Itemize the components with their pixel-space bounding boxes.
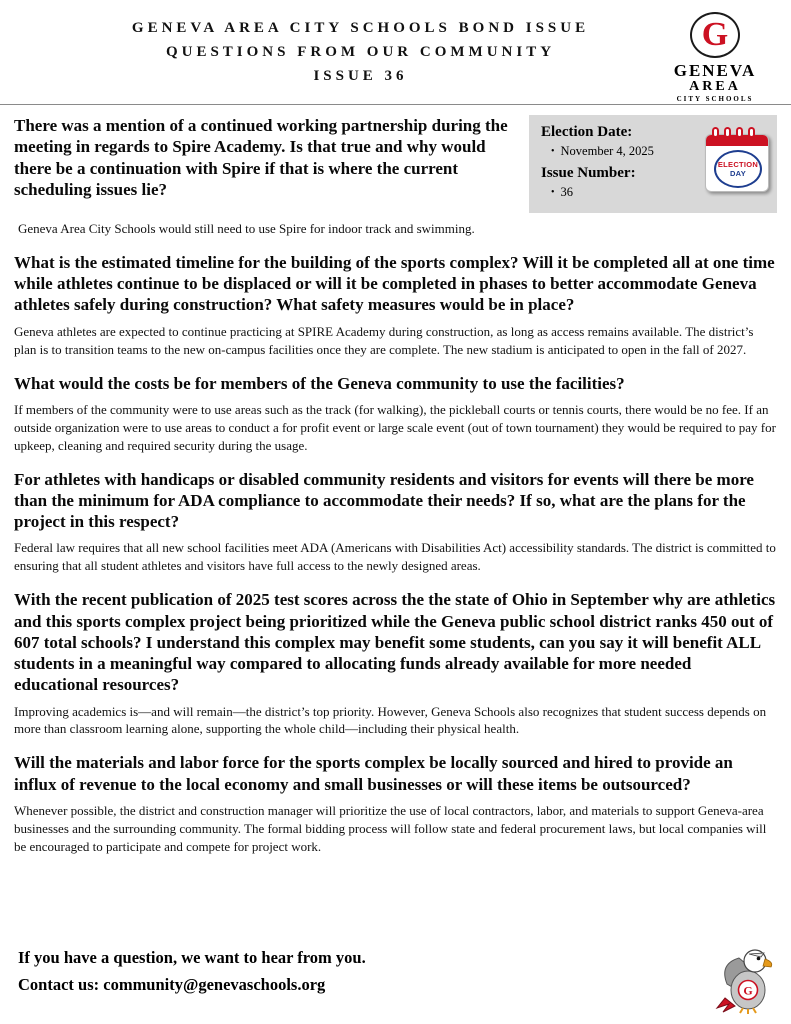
g-logo-icon — [690, 12, 740, 58]
election-date-value: November 4, 2025 — [560, 144, 654, 158]
calendar-text-day: DAY — [729, 169, 747, 178]
footer-line-1: If you have a question, we want to hear from you. — [18, 948, 366, 968]
calendar-body — [705, 134, 769, 192]
title-line-1: GENEVA AREA CITY SCHOOLS BOND ISSUE — [131, 20, 590, 36]
logo-name-geneva: GENEVA — [673, 61, 757, 80]
eagle-mascot-icon — [715, 946, 777, 1014]
bullet-icon: • — [551, 187, 555, 198]
title-line-3: ISSUE 36 — [313, 68, 408, 84]
header-divider — [0, 104, 791, 105]
page-header — [14, 10, 777, 103]
question-2: What is the estimated timeline for the building of the sports complex? Will it be completed all at one time while athletes continue to be displaced or will it be completed in phases to better accommodate Geneva athletes safely during construction? What safety measures would be in place? — [14, 252, 775, 315]
answer-6: Whenever possible, the district and construction manager will prioritize the use of local contractors, labor, and materials to support Geneva-area businesses and the surrounding community. The formal bidding process will follow state and federal procurement laws, but local companies will be encouraged to participate and compete for project work. — [14, 802, 767, 854]
bullet-icon: • — [551, 146, 555, 157]
question-3: What would the costs be for members of the Geneva community to use the facilities? — [14, 373, 625, 393]
election-info-box — [529, 115, 777, 213]
question-5: With the recent publication of 2025 test scores across the the state of Ohio in September why are athletics and this sports complex project being prioritized while the Geneva public school district ranks 450 out of 607 total schools? I understand this complex may benefit some students, can you say it will benefit ALL students in a meaningful way compared to allocating funds already available for more needed educational resources? — [14, 590, 776, 695]
election-date-label: Election Date: — [541, 124, 633, 140]
election-day-calendar-icon — [705, 127, 769, 193]
question-4: For athletes with handicaps or disabled community residents and visitors for events will there be more than the minimum for ADA compliance to accommodate their needs? If so, what are the plans for the project in this respect? — [14, 469, 754, 532]
logo-name-area: AREA — [689, 79, 741, 94]
answer-5: Improving academics is—and will remain—the district’s top priority. However, Geneva Schools also recognizes that student success depends on more than classroom learning alone, supporting the whole child—including their physical health. — [14, 703, 767, 737]
contact-footer — [18, 945, 366, 998]
issue-number-item — [551, 185, 697, 200]
question-1: There was a mention of a continued working partnership during the meeting in regards to Spire Academy. Is that true and why would there be a continuation with Spire if that is where the current scheduling issues lie? — [14, 116, 508, 199]
issue-number-value: 36 — [560, 185, 574, 199]
answer-2: Geneva athletes are expected to continue practicing at SPIRE Academy during construction, as long as access remains available. The district’s plan is to transition teams to the new on-campus facilities once they are complete. The new stadium is anticipated to open in the fall of 2027. — [14, 323, 754, 357]
election-date-item — [551, 144, 697, 159]
calendar-rings-icon — [712, 127, 755, 138]
calendar-circle — [714, 150, 762, 188]
answer-3: If members of the community were to use areas such as the track (for walking), the pickleball courts or tennis courts, there would be no fee. If an outside organization were to use areas to conduct a for profit event or large scale event (out of town tournament) they would be required to pay for upkeep, cleaning and required security during the usage. — [14, 401, 776, 453]
g-logo-letter: G — [701, 16, 729, 53]
answer-4: Federal law requires that all new school facilities meet ADA (Americans with Disabilities Act) accessibility standards. The district is committed to ensuring that all student athletes and visitors have full access to the newly designed areas. — [14, 540, 776, 574]
calendar-text-election: ELECTION — [717, 160, 759, 169]
answer-1: Geneva Area City Schools would still need to use Spire for indoor track and swimming. — [18, 221, 475, 236]
mascot-g-letter: G — [743, 983, 753, 998]
question-6: Will the materials and labor force for the sports complex be locally sourced and hired to provide an influx of revenue to the local economy and small businesses or will these items be outsourced? — [14, 753, 733, 794]
footer-line-2: Contact us: community@genevaschools.org — [18, 974, 326, 994]
title-line-2: QUESTIONS FROM OUR COMMUNITY — [165, 44, 556, 60]
qa-block-1 — [14, 115, 777, 213]
district-logo — [659, 12, 771, 103]
issue-number-label: Issue Number: — [541, 165, 636, 181]
logo-name-city-schools: CITY SCHOOLS — [676, 95, 754, 103]
